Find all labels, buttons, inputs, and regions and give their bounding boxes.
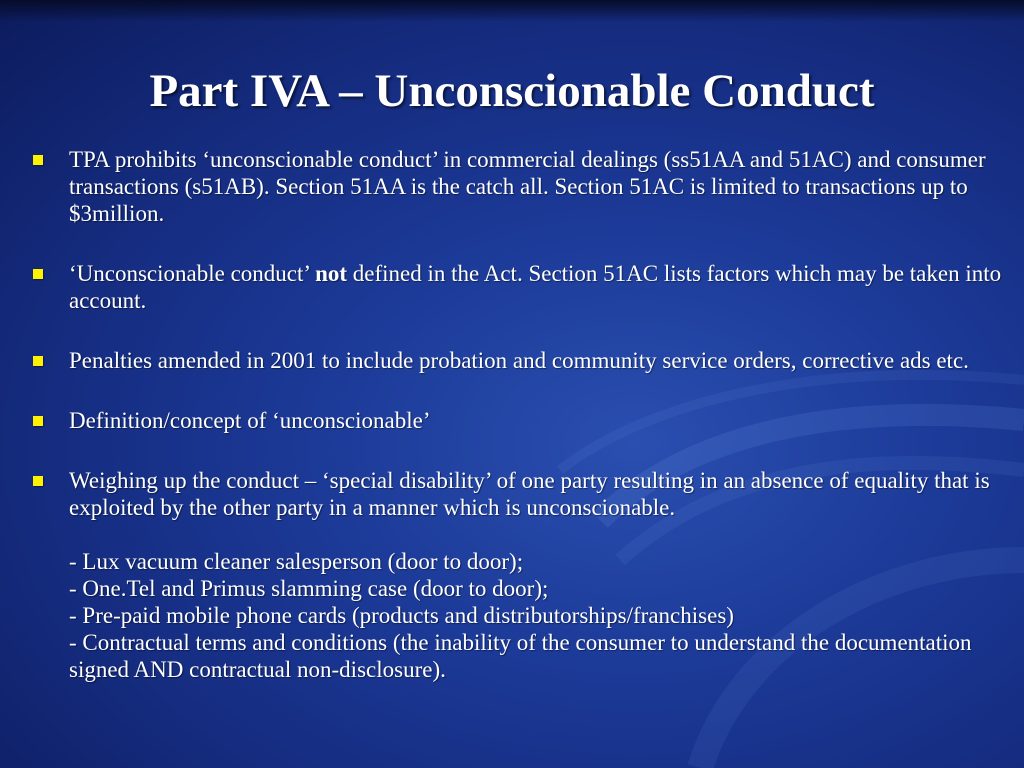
bullet-item	[30, 347, 1005, 374]
bullet-item	[30, 260, 1005, 314]
example-item: - Pre-paid mobile phone cards (products and distributorships/franchises)	[69, 603, 734, 628]
bullet-item	[30, 146, 1005, 227]
bullet-text: Penalties amended in 2001 to include probation and community service orders, corrective ads etc.	[69, 348, 969, 373]
example-list	[69, 548, 1005, 683]
bullet-text-bold: not	[315, 261, 348, 286]
bullet-text-before: ‘Unconscionable conduct’	[69, 261, 316, 286]
bullet-text: Weighing up the conduct – ‘special disability’ of one party resulting in an absence of equality that is exploited by the other party in a manner which is unconscionable.	[69, 468, 990, 520]
bullet-text: Definition/concept of ‘unconscionable’	[69, 408, 431, 433]
bullet-item	[30, 407, 1005, 434]
top-band	[0, 0, 1024, 22]
example-item: - One.Tel and Primus slamming case (door to door);	[69, 576, 549, 601]
yellow-square-bullet-icon	[33, 269, 43, 279]
bullet-item	[30, 467, 1005, 683]
yellow-square-bullet-icon	[33, 155, 43, 165]
slide-title: Part IVA – Unconscionable Conduct	[149, 65, 875, 117]
yellow-square-bullet-icon	[33, 476, 43, 486]
bullet-list	[30, 146, 1005, 716]
yellow-square-bullet-icon	[33, 416, 43, 426]
example-item: - Contractual terms and conditions (the inability of the consumer to understand the documentation signed AND contractual non-disclosure).	[69, 630, 972, 682]
bullet-text-after: defined in the Act. Section 51AC lists factors which may be taken into account.	[69, 261, 1002, 313]
example-item: - Lux vacuum cleaner salesperson (door to door);	[69, 549, 524, 574]
bullet-text: TPA prohibits ‘unconscionable conduct’ in commercial dealings (ss51AA and 51AC) and consumer transactions (s51AB). Section 51AA is the catch all. Section 51AC is limited to transactions up to $3million.	[69, 147, 986, 226]
yellow-square-bullet-icon	[33, 356, 43, 366]
